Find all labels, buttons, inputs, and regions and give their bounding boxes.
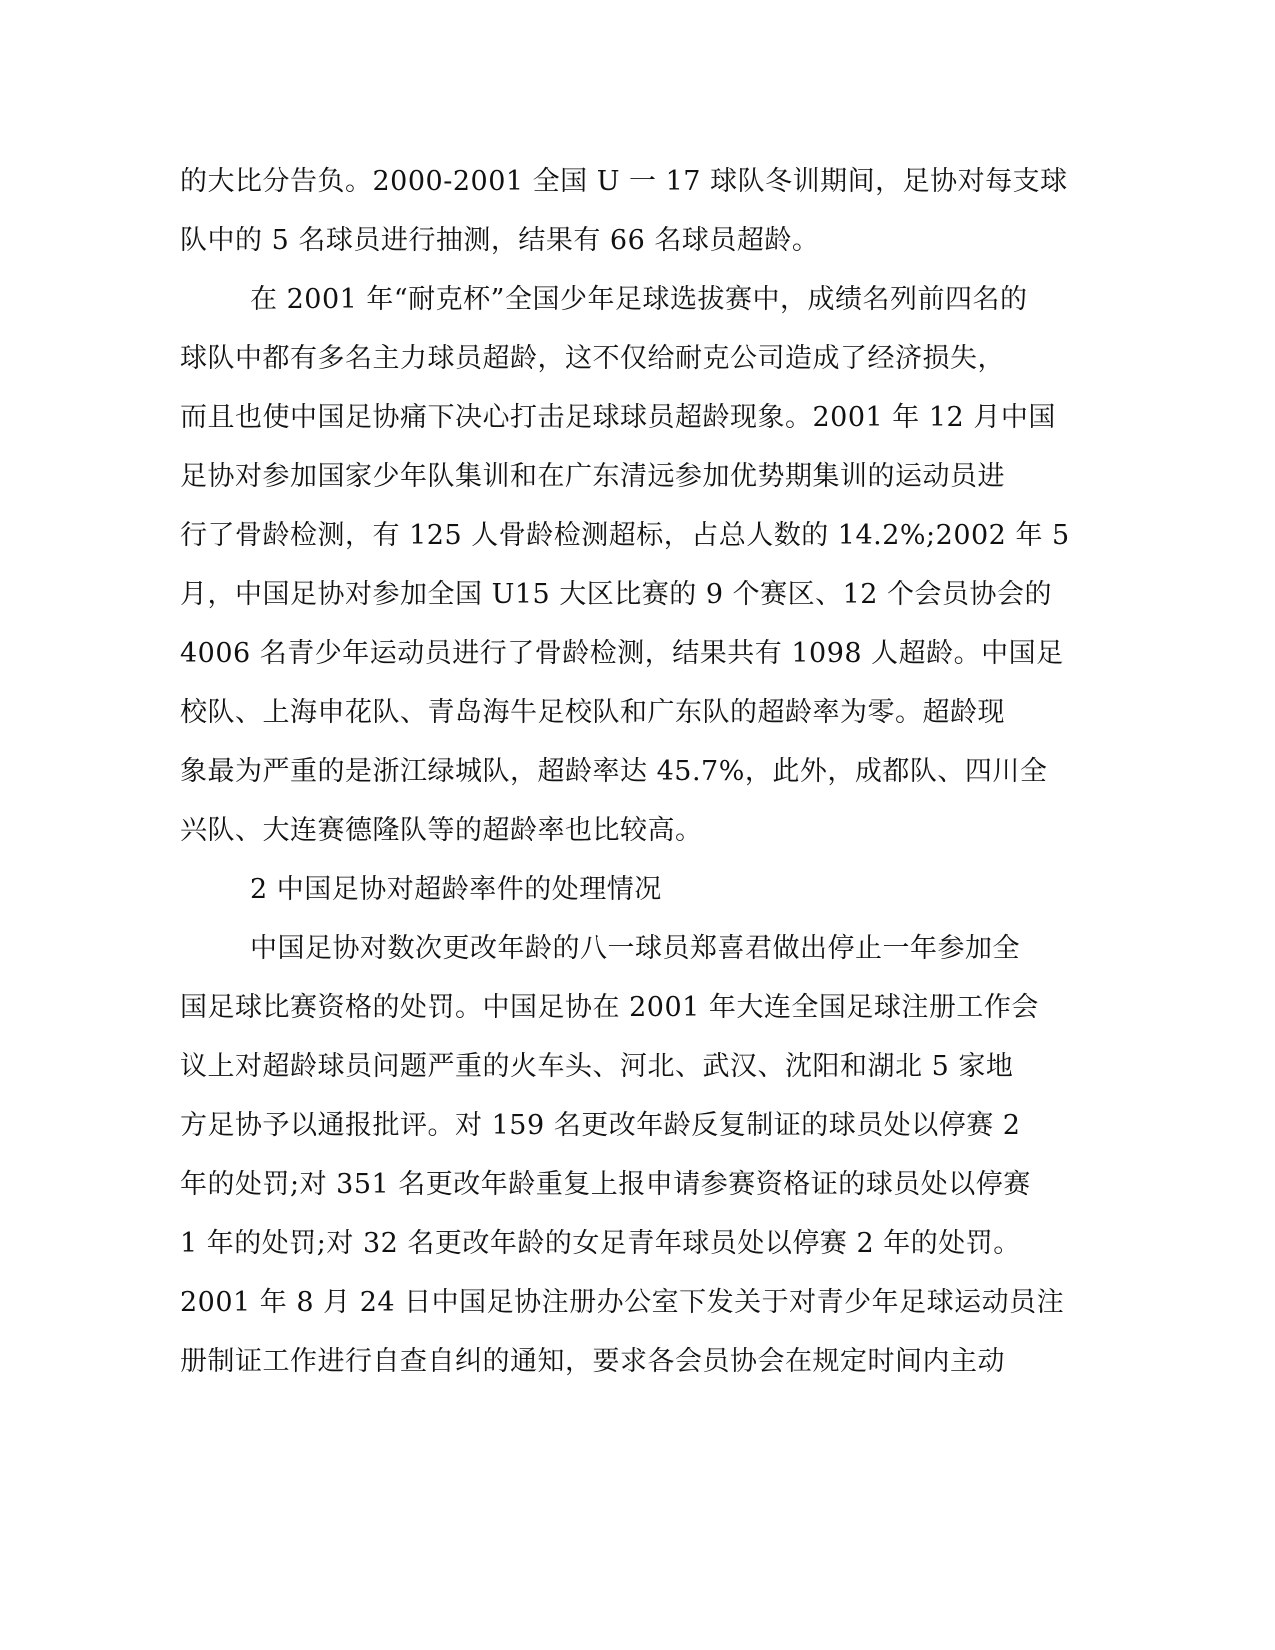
text-line: 月，中国足协对参加全国 U15 大区比赛的 9 个赛区、12 个会员协会的 [180,579,1053,610]
text-line: 议上对超龄球员问题严重的火车头、河北、武汉、沈阳和湖北 5 家地 [180,1051,1014,1082]
text-line: 队中的 5 名球员进行抽测，结果有 66 名球员超龄。 [180,225,820,256]
paragraph-first-line: 中国足协对数次更改年龄的八一球员郑喜君做出停止一年参加全 [250,933,1020,964]
text-line: 年的处罚;对 351 名更改年龄重复上报申请参赛资格证的球员处以停赛 [180,1169,1031,1200]
section-heading: 2 中国足协对超龄率件的处理情况 [250,874,662,905]
text-line: 而且也使中国足协痛下决心打击足球球员超龄现象。2001 年 12 月中国 [180,402,1056,433]
document-body [180,152,1070,1391]
text-line: 的大比分告负。2000-2001 全国 U 一 17 球队冬训期间，足协对每支球 [180,166,1068,197]
text-line: 国足球比赛资格的处罚。中国足协在 2001 年大连全国足球注册工作会 [180,992,1039,1023]
text-line: 册制证工作进行自查自纠的通知，要求各会员协会在规定时间内主动 [180,1346,1005,1377]
text-line: 4006 名青少年运动员进行了骨龄检测，结果共有 1098 人超龄。中国足 [180,638,1064,669]
text-line: 兴队、大连赛德隆队等的超龄率也比较高。 [180,815,703,846]
text-line: 1 年的处罚;对 32 名更改年龄的女足青年球员处以停赛 2 年的处罚。 [180,1228,1021,1259]
paragraph-first-line: 在 2001 年“耐克杯”全国少年足球选拔赛中，成绩名列前四名的 [250,284,1028,315]
text-line: 象最为严重的是浙江绿城队，超龄率达 45.7%，此外，成都队、四川全 [180,756,1048,787]
text-line: 校队、上海申花队、青岛海牛足校队和广东队的超龄率为零。超龄现 [180,697,1005,728]
text-line: 行了骨龄检测，有 125 人骨龄检测超标，占总人数的 14.2%;2002 年 5 [180,520,1070,551]
text-line: 方足协予以通报批评。对 159 名更改年龄反复制证的球员处以停赛 2 [180,1110,1021,1141]
text-line: 球队中都有多名主力球员超龄，这不仅给耐克公司造成了经济损失， [180,343,1005,374]
text-line: 2001 年 8 月 24 日中国足协注册办公室下发关于对青少年足球运动员注 [180,1287,1065,1318]
text-line: 足协对参加国家少年队集训和在广东清远参加优势期集训的运动员进 [180,461,1005,492]
